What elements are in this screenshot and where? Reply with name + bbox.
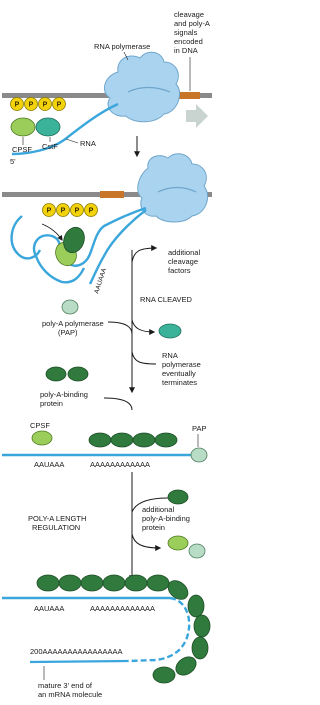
terminates-line-3: eventually: [162, 369, 196, 378]
pabp-free-1: [46, 367, 66, 381]
rna-loop-2: [12, 216, 40, 258]
pabp-3-3: [133, 433, 155, 447]
polya-label-3: AAAAAAAAAAAA: [90, 460, 151, 469]
rna-cleaved-label: RNA CLEAVED: [140, 295, 192, 304]
pabp-4-8: [188, 595, 204, 617]
pabp-label-2: protein: [40, 399, 63, 408]
aauaaa-label-2: AAUAAA: [93, 267, 109, 295]
pap-free: [62, 300, 78, 314]
branch-pap-in: [108, 322, 132, 334]
terminates-line-1: RNA: [162, 351, 178, 360]
phosphate-1-label: P: [14, 101, 20, 109]
pabp-4-5: [125, 575, 147, 591]
pabp-free-2: [68, 367, 88, 381]
aauaaa-label-3: AAUAAA: [34, 460, 65, 469]
direction-arrow: [186, 104, 208, 128]
pabp-4-12: [153, 667, 175, 683]
cpsf-label: CPSF: [12, 145, 33, 154]
released-pap: [189, 544, 205, 558]
pabp-4-3: [81, 575, 103, 591]
pabp-4-2: [59, 575, 81, 591]
regulation-title-1: POLY-A LENGTH: [28, 514, 87, 523]
cstf-protein: [36, 118, 60, 136]
pabp-4-9: [194, 615, 210, 637]
rna-leader: [66, 139, 78, 143]
phosphate-4-label: P: [56, 101, 62, 109]
signals-line-4: encoded: [174, 37, 203, 46]
signals-line-5: in DNA: [174, 46, 198, 55]
long-tail-label: 200AAAAAAAAAAAAAAAA: [30, 647, 123, 656]
signals-line-2: and poly-A: [174, 19, 210, 28]
pabp-3-2: [111, 433, 133, 447]
polya-tail-end: [30, 661, 128, 662]
additional-pabp-line-1: additional: [142, 505, 175, 514]
rna-label: RNA: [80, 139, 96, 148]
phosphate-group-2: [43, 204, 98, 217]
cstf-label: CstF: [42, 142, 58, 151]
branch-release: [132, 534, 160, 548]
released-cleavage-factor: [159, 324, 181, 338]
terminates-line-2: polymerase: [162, 360, 201, 369]
regulation-title-2: REGULATION: [32, 523, 81, 532]
phosphate-group: [11, 98, 66, 111]
dna-cleavage-signal-2: [100, 191, 124, 198]
rna-tail-2: [88, 207, 146, 284]
polya-label-4: AAAAAAAAAAAAA: [90, 604, 156, 613]
branch-additional-factors: [132, 248, 156, 262]
additional-pabp-line-2: poly-A-binding: [142, 514, 190, 523]
panel-mature-mrna: [2, 575, 210, 699]
branch-pabp-in: [104, 398, 132, 410]
pap-label-3: PAP: [192, 424, 207, 433]
pabp-4-10: [192, 637, 208, 659]
pabp-4-4: [103, 575, 125, 591]
additional-factors-line-2: cleavage: [168, 257, 199, 266]
aauaaa-label-4: AAUAAA: [34, 604, 65, 613]
pap-label-1: poly-A polymerase: [42, 319, 104, 328]
additional-pabp-line-3: protein: [142, 523, 165, 532]
dna-cleavage-signal: [178, 92, 200, 99]
panel-transcribing-polymerase: [2, 10, 212, 166]
terminates-line-4: terminates: [162, 378, 198, 387]
panel-polyadenylation: [2, 421, 207, 469]
pabp-4-1: [37, 575, 59, 591]
released-cpsf: [168, 536, 188, 550]
phosphate-2-label: P: [28, 101, 34, 109]
pabp-label-1: poly-A-binding: [40, 390, 88, 399]
rna-transcript-2: [34, 208, 146, 282]
phosphate-2-4-label: P: [88, 207, 94, 215]
mature-label-2: an mRNA molecule: [38, 690, 103, 699]
pabp-3-1: [89, 433, 111, 447]
pabp-extra: [168, 490, 188, 504]
pabp-3-4: [155, 433, 177, 447]
five-prime-label: 5': [10, 157, 16, 166]
signals-line-1: cleavage: [174, 10, 205, 19]
pabp-4-6: [147, 575, 169, 591]
cpsf-bound-3: [32, 431, 52, 445]
rna-polymerase-label: RNA polymerase: [94, 42, 151, 51]
panel-cleavage-branches: [40, 248, 201, 410]
signals-line-3: signals: [174, 28, 198, 37]
additional-factors-line-1: additional: [168, 248, 201, 257]
phosphate-2-2-label: P: [60, 207, 66, 215]
branch-polymerase-out: [132, 320, 154, 332]
phosphate-3-label: P: [42, 101, 48, 109]
phosphate-2-3-label: P: [74, 207, 80, 215]
cpsf-label-3: CPSF: [30, 421, 51, 430]
pap-label-2: (PAP): [58, 328, 78, 337]
cpsf-protein: [11, 118, 35, 136]
additional-factors-line-3: factors: [168, 266, 191, 275]
panel-length-regulation: [28, 472, 205, 580]
rna-polymerase: [104, 52, 179, 122]
branch-terminates: [132, 352, 156, 364]
mature-label-1: mature 3' end of: [38, 681, 92, 690]
pap-bound-3: [191, 448, 207, 462]
phosphate-2-1-label: P: [46, 207, 52, 215]
cleavage-arrow: [42, 224, 62, 240]
